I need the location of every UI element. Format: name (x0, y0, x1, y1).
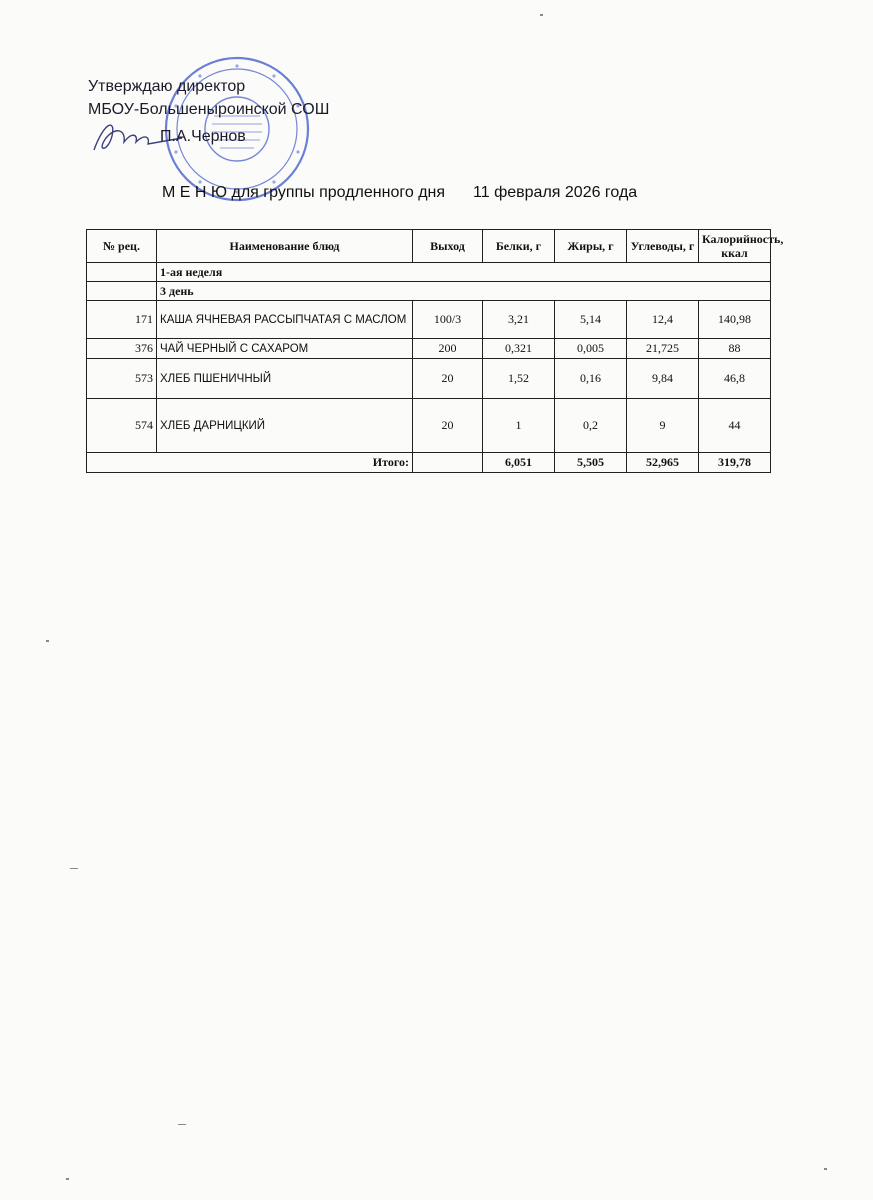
dish-name: ХЛЕБ ПШЕНИЧНЫЙ (157, 359, 413, 399)
output: 20 (413, 399, 483, 453)
table-row (87, 301, 771, 339)
day-label: 3 день (157, 282, 771, 301)
col-header-kcal: Калорийность, ккал (699, 230, 771, 263)
col-header-recipe: № рец. (87, 230, 157, 263)
table-header-row (87, 230, 771, 263)
kcal: 44 (699, 399, 771, 453)
scan-speck (178, 1124, 186, 1125)
kcal: 140,98 (699, 301, 771, 339)
fat: 0,005 (555, 339, 627, 359)
table-row (87, 399, 771, 453)
total-protein: 6,051 (483, 453, 555, 473)
fat: 0,16 (555, 359, 627, 399)
col-header-fat: Жиры, г (555, 230, 627, 263)
director-name: П.А.Чернов (160, 128, 246, 145)
menu-table (86, 229, 784, 473)
scan-speck (46, 640, 49, 642)
scan-speck (540, 14, 543, 16)
school-name: МБОУ-Большеныроинской СОШ (88, 101, 330, 118)
dish-name: ЧАЙ ЧЕРНЫЙ С САХАРОМ (157, 339, 413, 359)
total-fat: 5,505 (555, 453, 627, 473)
scan-speck (70, 868, 78, 869)
carbs: 12,4 (627, 301, 699, 339)
table-row (87, 339, 771, 359)
output: 20 (413, 359, 483, 399)
total-kcal: 319,78 (699, 453, 771, 473)
carbs: 9 (627, 399, 699, 453)
carbs: 21,725 (627, 339, 699, 359)
recipe-number: 574 (87, 399, 157, 453)
col-header-output: Выход (413, 230, 483, 263)
fat: 5,14 (555, 301, 627, 339)
week-row (87, 263, 771, 282)
menu-title (162, 184, 637, 202)
menu-label: М Е Н Ю для группы продленного дня (162, 184, 446, 201)
kcal: 88 (699, 339, 771, 359)
total-carbs: 52,965 (627, 453, 699, 473)
col-header-carbs: Углеводы, г (627, 230, 699, 263)
protein: 0,321 (483, 339, 555, 359)
carbs: 9,84 (627, 359, 699, 399)
dish-name: КАША ЯЧНЕВАЯ РАССЫПЧАТАЯ С МАСЛОМ (157, 301, 413, 339)
total-label: Итого: (87, 453, 413, 473)
recipe-number: 171 (87, 301, 157, 339)
col-header-protein: Белки, г (483, 230, 555, 263)
scan-speck (824, 1168, 827, 1170)
fat: 0,2 (555, 399, 627, 453)
protein: 1,52 (483, 359, 555, 399)
recipe-number: 376 (87, 339, 157, 359)
dish-name: ХЛЕБ ДАРНИЦКИЙ (157, 399, 413, 453)
kcal: 46,8 (699, 359, 771, 399)
menu-date: 11 февраля 2026 года (473, 184, 638, 201)
table-row (87, 359, 771, 399)
col-header-dish: Наименование блюд (157, 230, 413, 263)
protein: 3,21 (483, 301, 555, 339)
week-label: 1-ая неделя (157, 263, 771, 282)
approval-line: Утверждаю директор (88, 78, 246, 95)
output: 200 (413, 339, 483, 359)
scan-speck (66, 1178, 69, 1180)
day-row (87, 282, 771, 301)
total-row (87, 453, 771, 473)
recipe-number: 573 (87, 359, 157, 399)
output: 100/3 (413, 301, 483, 339)
protein: 1 (483, 399, 555, 453)
